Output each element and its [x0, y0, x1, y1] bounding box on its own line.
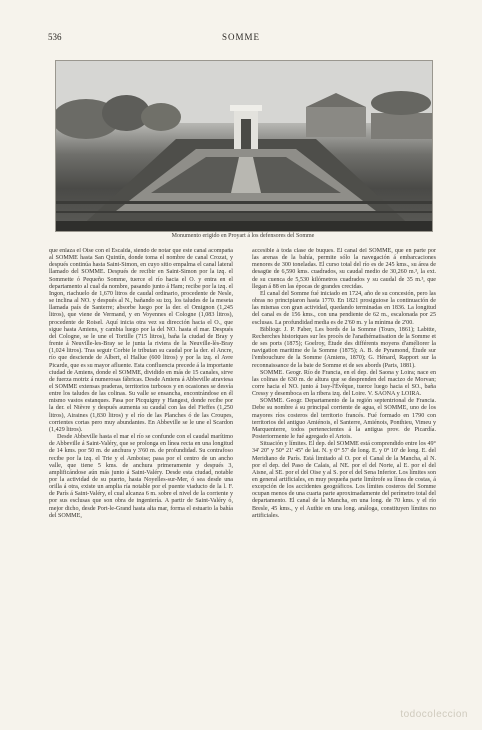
figure-caption: Monumento erigido en Proyart á los defensores del Somme — [171, 233, 315, 239]
page-number: 536 — [48, 32, 62, 42]
paragraph: que enlaza el Oise con el Escalda, siendo de notar que este canal acompaña al SOMME hasta San Quintín, donde toma el nombre de canal Crozat, y después continúa hasta Saint-Simon, en cuyo sitio empalma el canal lateral llamado del SOMME. Después de recibir en Saint-Simon por la izq. el Sommette ó Pequeño Somme, tuerce el río hacia el O. y entra en el departamento al cual da nombre, pasando junto á Ham; recibe por la izq. el Ingon, riachuelo de 1,670 litros de caudal ordinario, procedente de Nesle, se inclina al NO. y después al N., bañando su izq. los taludes de la meseta llamada país de Santerre; absorbe luego por la der. el Omignon (1,245 litros), que viene de Vermand, y en Voyennes el Cologne (1,083 litros), procedente de Roisel. Aquí inicia otra vez su dirección hacia el O., que sigue hasta Amiens, y cambia luego por la del NO. hasta el mar. Después del Cologne, se le une el Tortille (715 litros), baña la ciudad de Bray y frente á Neuville-les-Bray se le junta la riviera de la Neuville-lès-Bray (1,024 litros). Tras seguir Corbie le tributan su caudal por la der. el Ancre, río que desciende de Albert, el Hallue (600 litros) y por la izq. el Avre Picarde, que es su mayor afluente. Esta confluencia precede á la importante ciudad de Amiens, donde el SOMME, dividido en más de 15 canales, sirve de fuerza motriz á numerosas fábricas. Desde Amiens á Abbeville atraviesa el SOMME extensas praderas, territorios turbosos y en ocasiones se desvía entre los taludes de las colinas. Su valle se ensancha, encontrándose en él mismo vastos estanques. Pasa por Picquigny y Hangest, donde recibe por la der. el Nièvre y después aumenta su caudal con las del Fieffes (1,250 litros), Airaines (1,830 litros) y el río de las Planches ó de las Croupes, corrientes cortas pero muy abundantes. En Abbeville se le une el Scardon (1,429 litros). — [49, 248, 233, 433]
monument-photograph — [55, 60, 433, 232]
paragraph: Bibliogr. J. P. Faber, Les bords de la Somme (Tours, 1861); Labitte, Recherches historiques sur les procès de l'anathématisation de la Somme et de ses ports (1875); Goelroy, Étude des différents moyens d'améliorer la navigation maritime de la Somme (1875); A. B. de Pyramond, Étude sur l'embouchure de la Somme (Amiens, 1870); G. Hénard, Rapport sur la reconnaissance de la baie de Somme et de ses abords (Paris, 1881). — [252, 326, 436, 369]
paragraph: accesible á toda clase de buques. El canal del SOMME, que en parte por las arenas de la bahía, permite sólo la navegación á embarcaciones menores de 300 toneladas. El curso total del río es de 245 kms., su área de desagüe de 6,590 kms. cuadrados, su caudal medio de 30,260 m.³, la ext. de su cuenca de 5,530 kilómetros cuadrados y su caudal de 35 m.³, que llegan á 88 en las épocas de grandes crecidas. — [252, 248, 436, 290]
paragraph: Situación y límites. El dep. del SOMME está comprendido entre los 49° 34' 20'' y 50° 21' 45'' de lat. N. y 0° 57' de long. E. y 0° 10' de long. E. del Meridiano de París. Está limitado al O. por el Canal de la Mancha, al N. por el dep. del Paso de Calais, al NE. por el del Norte, al E. por el del Aisne, al SE. por el del Oise y al S. por el del Sena Inferior. Los límites son en general artificiales, en muy pequeña parte limítrofe su línea de costas, á excepción de los accidentes geográficos. Los límites costeros del Somme ocupan menos de una cuarta parte aproximadamente del perímetro total del departamento. El canal de la Mancha, en una long. de 70 kms. y el río Bresle, 45 kms., y el Authie en una long. análoga, constituyen límites no artificiales. — [252, 441, 436, 519]
paragraph: Desde Abbeville hasta el mar el río se confunde con el caudal marítimo de Abbeville á Saint-Valéry, que se prolonga en línea recta en una longitud de 14 kms. por 50 m. de anchura y 3'60 m. de profundidad. Su contrafoso recibe por la izq. el Trie y el Amboise; pasa por el centro de un ancho valle, que tiene 5 kms. de anchura primeramente y después 3, amplificándose aún más junto á Saint-Valéry. Desde esta ciudad, notable por la actividad de su puerto, hasta Noyelles-sur-Mer, ó sea desde una orilla á otra, existe un amplia ría notable por el puente viaducto de la l. F. de París á Saint-Valéry, el cual alcanza 6 m. sobre el nivel de la corriente y por sus esclusas que son obra de ingeniería. A partir de Saint-Valéry ó, mejor dicho, desde Port-le-Grand hasta alta mar, forma el estuario la bahía del SOMME, — [49, 434, 233, 519]
paragraph: El canal del Somme fué iniciado en 1724, año de su concesión, pero las obras no principiaron hasta 1770. En 1821 prosiguiose la continuación de las mismas con gran actividad, quedando terminadas en 1836. La longitud del canal es de 156 kms., con una pendiente de 62 m., escalonada por 25 esclusas. La profundidad media es de 2'60 m. y la mínima de 2'00. — [252, 290, 436, 326]
left-text-column — [49, 248, 233, 690]
running-title: SOMME — [221, 32, 260, 42]
right-text-column — [252, 248, 436, 690]
running-header — [48, 32, 434, 46]
monument-photo-illustration — [56, 61, 432, 231]
paragraph: SOMME. Geogr. Departamento de la región septentrional de Francia. Debe su nombre á su principal corriente de agua, el SOMME, uno de los mayores ríos costeros del territorio francés. Fué formado en 1790 con territorios del antiguo Amiénois, el Santerre, Amiénois, Ponthieu, Vimeu y Marquenterre, todos pertenecientes á la antigua prov. de Picardía. Posteriormente le fué agregado el Artois. — [252, 398, 436, 441]
paragraph: SOMME. Geogr. Río de Francia, en el dep. del Saona y Loira; nace en las colinas de 630 m. de altura que se desprenden del macizo de Morvan; corre hacia el NO. junto á Issy-l'Évêque, tuerce luego hacia el SO., baña Cressy y desemboca en la ribera izq. del Loire. V. SAONA y LOIRA. — [252, 369, 436, 398]
watermark-text: todocoleccion — [400, 709, 468, 720]
